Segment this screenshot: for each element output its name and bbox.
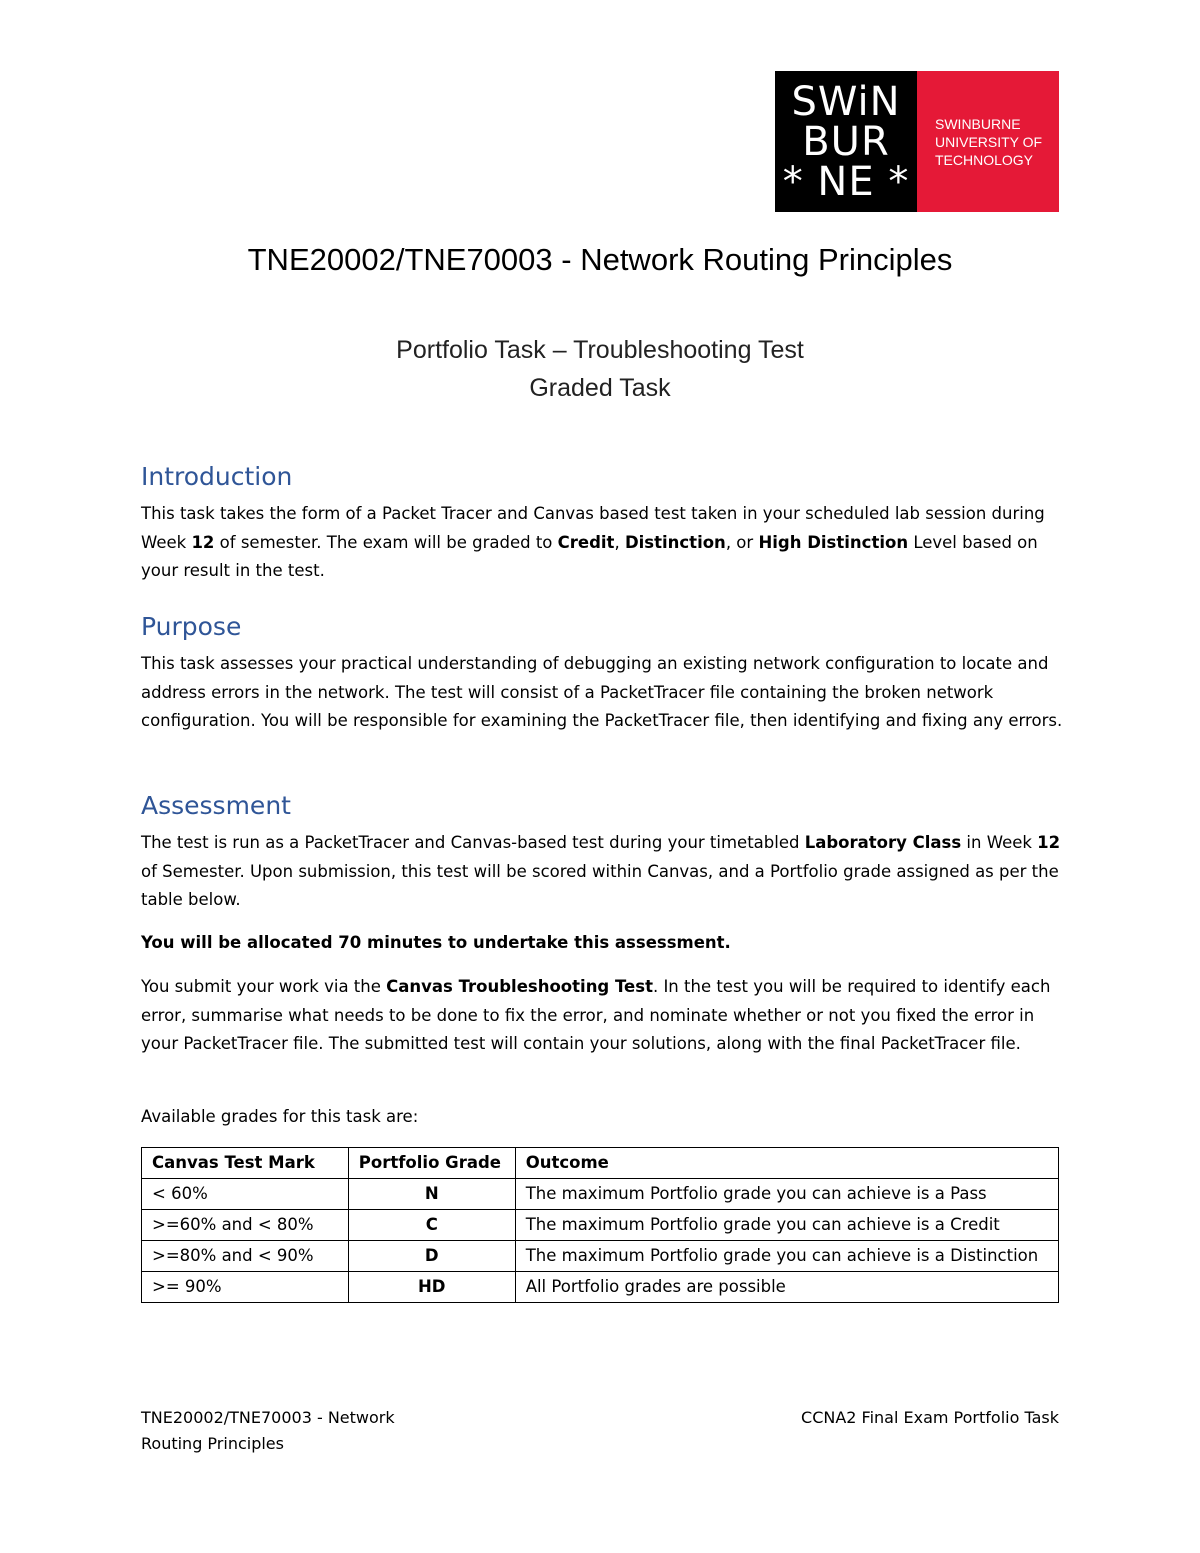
- document-subtitle-graded: Graded Task: [529, 374, 671, 402]
- assessment-heading: Assessment: [141, 791, 291, 820]
- cell-mark: >= 90%: [142, 1272, 349, 1303]
- table-row: [142, 1241, 1059, 1272]
- logo-name-line: UNIVERSITY OF: [935, 133, 1043, 150]
- purpose-paragraph: This task assesses your practical understanding of debugging an existing network configuration to locate and address errors in the network. The test will consist of a PacketTracer file containing the broken network configuration. You will be responsible for examining the PacketTracer file, then identifying and fixing any errors.: [141, 654, 1063, 730]
- cell-grade: HD: [348, 1272, 515, 1303]
- assessment-submission-paragraph: You submit your work via the Canvas Troubleshooting Test. In the test you will be required to identify each error, summarise what needs to be done to fix the error, and nominate whether or not you fixed the error in your PacketTracer file. The submitted test will contain your solutions, along with the final PacketTracer file.: [141, 977, 1051, 1053]
- table-row: [142, 1272, 1059, 1303]
- cell-mark: >=80% and < 90%: [142, 1241, 349, 1272]
- available-grades-label: Available grades for this task are:: [141, 1107, 419, 1126]
- cell-outcome: The maximum Portfolio grade you can achieve is a Distinction: [515, 1241, 1058, 1272]
- logo-wordmark: [917, 71, 1059, 212]
- assessment-time-allocation: You will be allocated 70 minutes to undertake this assessment.: [141, 933, 731, 952]
- cell-outcome: The maximum Portfolio grade you can achieve is a Credit: [515, 1210, 1058, 1241]
- logo-mark-line: * NE *: [782, 158, 910, 205]
- introduction-heading: Introduction: [141, 462, 293, 491]
- swinburne-logo: [775, 71, 1059, 212]
- document-title: TNE20002/TNE70003 - Network Routing Principles: [247, 242, 953, 277]
- table-row: [142, 1210, 1059, 1241]
- logo-mark-line: SWiN: [791, 78, 901, 125]
- table-row: [142, 1179, 1059, 1210]
- header-portfolio-grade: Portfolio Grade: [348, 1148, 515, 1179]
- assessment-paragraph: The test is run as a PacketTracer and Canvas-based test during your timetabled Laboratory Class in Week 12 of Semester. Upon submission, this test will be scored within Canvas, and a Portfolio grade assigned as per the table below.: [141, 833, 1061, 909]
- logo-mark: [775, 71, 917, 212]
- cell-outcome: All Portfolio grades are possible: [515, 1272, 1058, 1303]
- header-outcome: Outcome: [515, 1148, 1058, 1179]
- cell-mark: >=60% and < 80%: [142, 1210, 349, 1241]
- grades-table: [141, 1147, 1059, 1303]
- introduction-paragraph: This task takes the form of a Packet Tracer and Canvas based test taken in your scheduled lab session during Week 12 of semester. The exam will be graded to Credit, Distinction, or High Distinction Level based on your result in the test.: [141, 504, 1045, 580]
- logo-mark-line: BUR: [802, 118, 890, 165]
- cell-grade: C: [348, 1210, 515, 1241]
- logo-name-line: SWINBURNE: [935, 115, 1021, 132]
- cell-mark: < 60%: [142, 1179, 349, 1210]
- footer-document-name: CCNA2 Final Exam Portfolio Task: [801, 1408, 1059, 1427]
- logo-name-line: TECHNOLOGY: [935, 151, 1034, 168]
- cell-grade: D: [348, 1241, 515, 1272]
- cell-grade: N: [348, 1179, 515, 1210]
- document-subtitle: Portfolio Task – Troubleshooting Test: [396, 336, 804, 364]
- purpose-heading: Purpose: [141, 612, 242, 641]
- footer-course-name: TNE20002/TNE70003 - Network Routing Principles: [141, 1408, 395, 1453]
- cell-outcome: The maximum Portfolio grade you can achieve is a Pass: [515, 1179, 1058, 1210]
- table-header-row: [142, 1148, 1059, 1179]
- header-canvas-test-mark: Canvas Test Mark: [142, 1148, 349, 1179]
